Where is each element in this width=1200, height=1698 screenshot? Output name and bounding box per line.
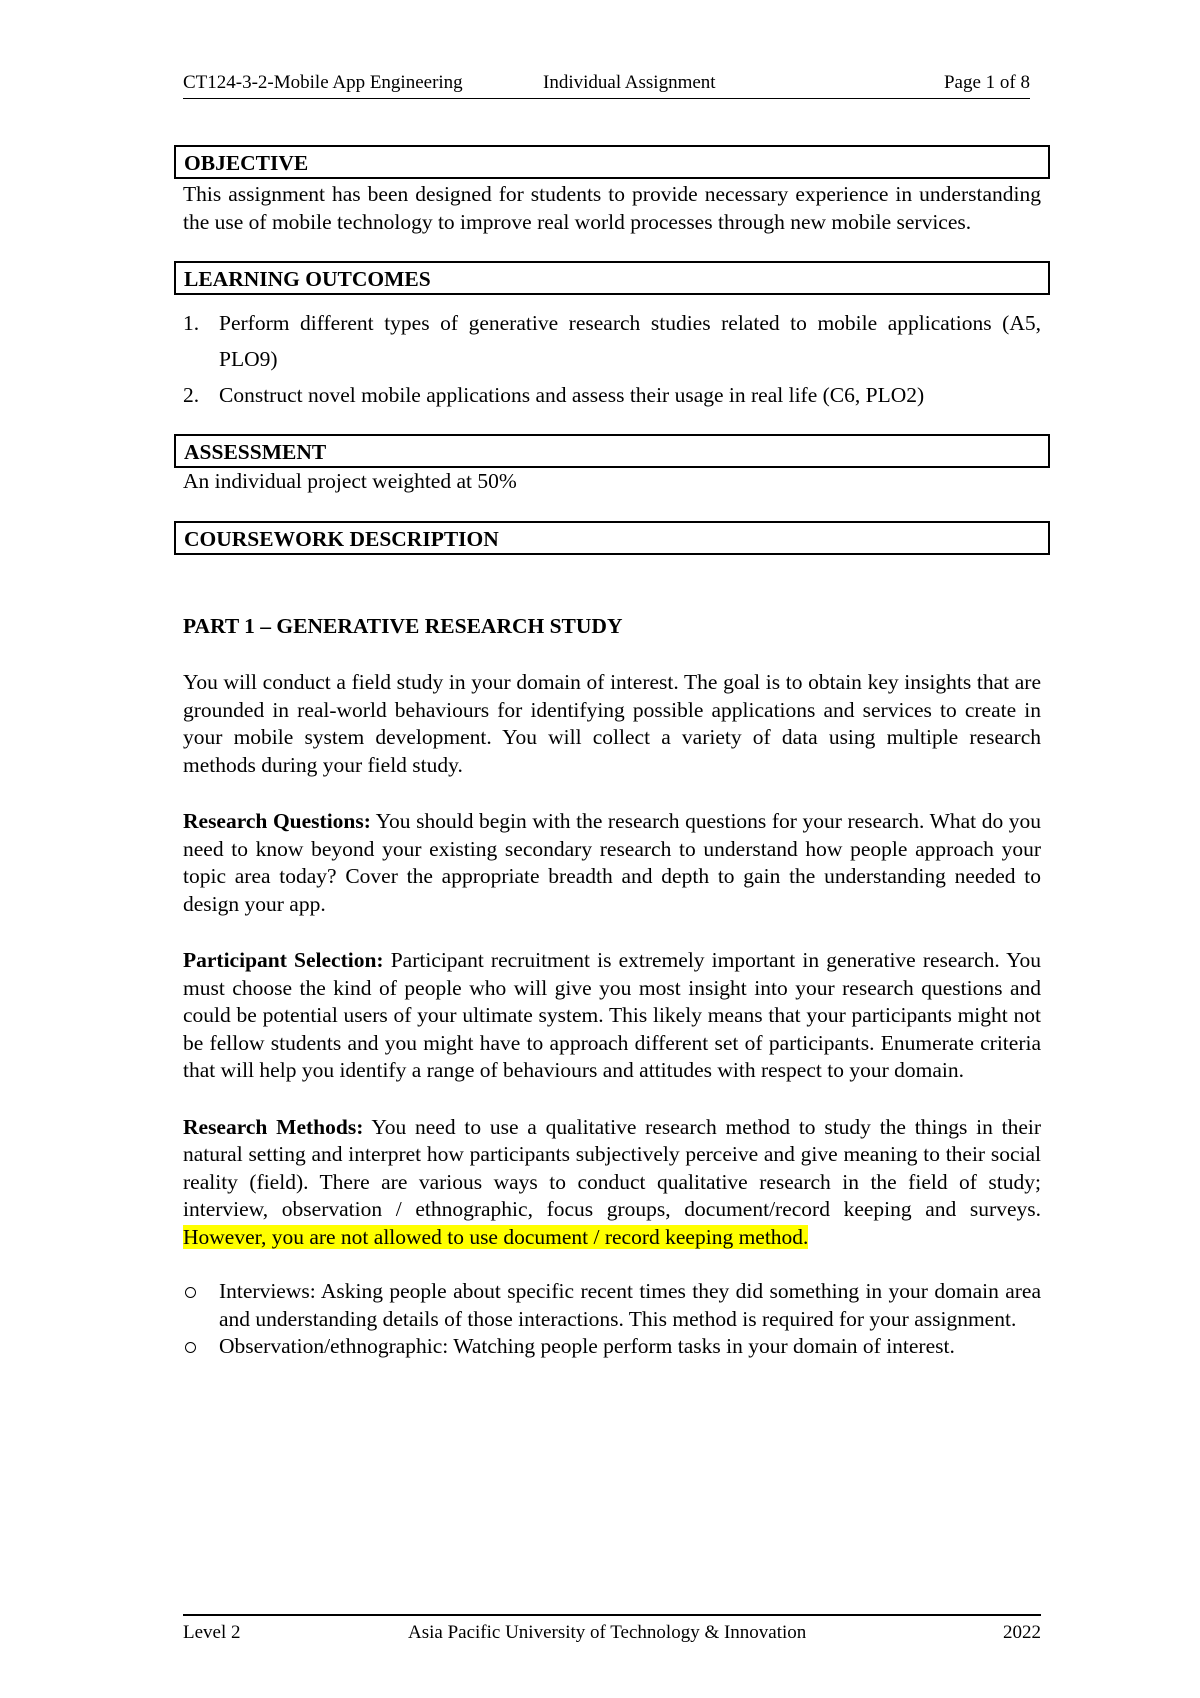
participant-selection-label: Participant Selection:	[183, 948, 384, 972]
footer-level: Level 2	[183, 1622, 241, 1643]
circle-bullet-icon	[185, 1287, 196, 1298]
research-methods-label: Research Methods:	[183, 1114, 364, 1139]
part1-intro: You will conduct a field study in your domain of interest. The goal is to obtain key insights that are grounded in real-world behaviours for identifying possible applications and services to create in your mobile system development. You will collect a variety of data using multiple research methods during your field study.	[183, 670, 1041, 777]
list-item	[183, 1278, 1041, 1333]
part1-title: PART 1 – GENERATIVE RESEARCH STUDY	[183, 613, 623, 638]
participant-selection-text: Participant recruitment is extremely important in generative research. You must choose the kind of people who will give you most insight into your research questions and could be potential users of your ultimate system. This likely means that your participants might not be fellow students and you might have to approach different set of participants. Enumerate criteria that will help you identify a range of behaviours and attitudes with respect to your domain.	[183, 948, 1041, 1082]
method-text: Interviews: Asking people about specific recent times they did something in your domain area and understanding details of those interactions. This method is required for your assignment.	[219, 1279, 1041, 1331]
list-number: 2.	[183, 383, 200, 407]
highlighted-restriction: However, you are not allowed to use document / record keeping method.	[183, 1224, 809, 1249]
header-assignment-type: Individual Assignment	[543, 72, 716, 93]
list-item	[183, 1333, 1041, 1361]
research-questions-label: Research Questions:	[183, 809, 371, 833]
participant-selection-paragraph	[183, 947, 1041, 1085]
header-course: CT124-3-2-Mobile App Engineering	[183, 72, 463, 93]
page-footer	[183, 1614, 1041, 1646]
document-body	[183, 145, 1041, 1361]
page-header	[183, 70, 1030, 99]
research-methods-text: You need to use a qualitative research method to study the things in their natural setting and interpret how participants subjectively perceive and give meaning to their social reality (field). There are various ways to conduct qualitative research in the field of study; interview, observation / ethnographic, focus groups, document/record keeping and surveys.	[183, 1114, 1041, 1221]
footer-university: Asia Pacific University of Technology & Innovation	[408, 1622, 807, 1643]
assessment-text: An individual project weighted at 50%	[183, 469, 517, 493]
footer-year: 2022	[1003, 1622, 1041, 1643]
list-item	[183, 377, 1041, 413]
list-item-text: Perform different types of generative research studies related to mobile applications (A5, PLO9)	[219, 311, 1041, 371]
research-questions-text: You should begin with the research questions for your research. What do you need to know beyond your existing secondary research to understand how people approach your topic area today? Cover the appropriate breadth and depth to gain the understanding needed to design your app.	[183, 809, 1042, 916]
list-item	[183, 305, 1041, 377]
learning-outcomes-list	[183, 305, 1041, 413]
header-page-number: Page 1 of 8	[943, 72, 1030, 93]
objective-heading: OBJECTIVE	[174, 145, 1050, 179]
objective-text: This assignment has been designed for students to provide necessary experience in understanding the use of mobile technology to improve real world processes through new mobile services.	[183, 182, 1041, 234]
list-number: 1.	[183, 311, 200, 335]
assessment-heading: ASSESSMENT	[174, 434, 1050, 468]
coursework-description-heading: COURSEWORK DESCRIPTION	[174, 521, 1050, 555]
list-item-text: Construct novel mobile applications and assess their usage in real life (C6, PLO2)	[219, 383, 925, 407]
method-text: Observation/ethnographic: Watching people perform tasks in your domain of interest.	[219, 1334, 955, 1358]
methods-list	[183, 1278, 1041, 1361]
circle-bullet-icon	[185, 1342, 196, 1353]
research-methods-paragraph	[183, 1114, 1041, 1252]
learning-outcomes-heading: LEARNING OUTCOMES	[174, 261, 1050, 295]
research-questions-paragraph	[183, 808, 1041, 918]
